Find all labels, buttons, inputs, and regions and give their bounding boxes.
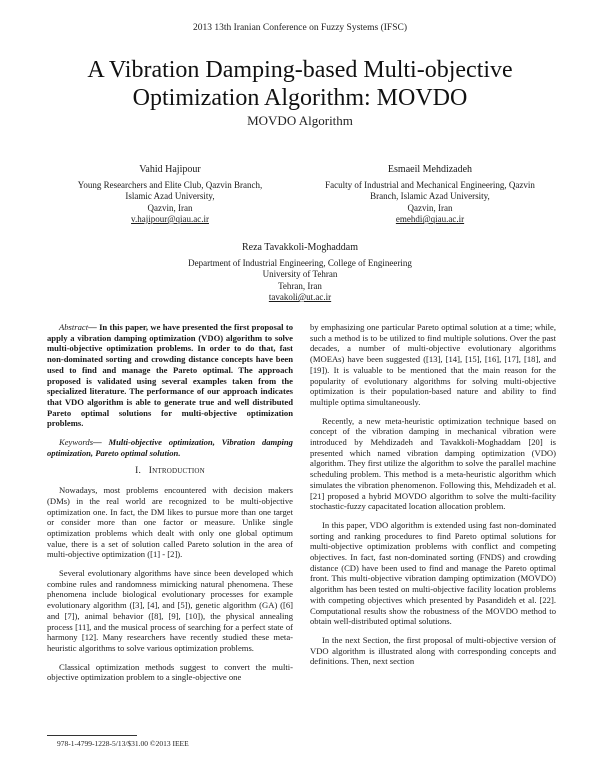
author-affiliation-line: Islamic Azad University, [125, 191, 215, 201]
author-block-1 [40, 164, 300, 226]
left-column [47, 322, 293, 691]
author-email[interactable]: emehdi@qiau.ac.ir [395, 214, 465, 224]
body-paragraph: by emphasizing one particular Pareto optimal solution at a time; while, such a method is to be utilized to find multiple solutions. Over the past decades, a number of multi-objective evolutionary algorithms (MOEAs) have been suggested ([13], [14], [15], [16], [17], [18], and [19]). It is valuable to be mentioned that the main reason for the popularity of evolutionary algorithms for solving multi-objective optimization is their population-based nature and ability to find multiple optima simultaneously. [310, 322, 556, 407]
copyright-notice: 978-1-4799-1228-5/13/$31.00 ©2013 IEEE [57, 739, 189, 748]
keywords-text: Multi-objective optimization, Vibration damping optimization, Pareto optimal solution. [47, 437, 293, 458]
body-paragraph: Recently, a new meta-heuristic optimization technique based on concept of the vibration damping in mechanical vibration were introduced by Mehdizadeh and Tavakkoli-Moghaddam [20] is presented which named vibration damping optimization (VDO) algorithm. They first utilize the algorithm to solve the parallel machine scheduling problem. This method is a meta-heuristic algorithm which simulates the vibration phenomenon. Following this, Mehdizadeh et al. [21] proposed a hybrid MOVDO algorithm to solve the multi-facility stochastic-fuzzy capacitated location allocation problem. [310, 415, 556, 512]
author-block-2 [300, 164, 560, 226]
abstract-text: In this paper, we have presented the first proposal to apply a vibration damping optimization (VDO) algorithm to solve multi-objective optimization problems. In order to do that, fast non-dominated sorting and crowding distance concepts have been used to find and manage the Pareto optimal. The approach proposed is validated using several examples taken from the specialized literature. The performance of our approach indicates that VDO algorithm is able to generate true and well distributed Pareto optimal solutions for multi-objective optimization problems. [47, 322, 293, 429]
author-block-3 [150, 242, 450, 304]
author-email[interactable]: tavakoli@ut.ac.ir [268, 292, 332, 302]
author-name: Vahid Hajipour [139, 164, 201, 175]
section-heading-introduction [47, 466, 293, 477]
author-affiliation-line: Tehran, Iran [278, 280, 322, 291]
abstract [47, 322, 293, 429]
author-affiliation-line: Faculty of Industrial and Mechanical Engineering, Qazvin [325, 179, 535, 190]
author-affiliation-line: Qazvin, Iran [407, 202, 453, 213]
paper-subtitle: MOVDO Algorithm [247, 113, 353, 128]
section-number: I. [135, 466, 142, 477]
paper-title: A Vibration Damping-based Multi-objective Optimization Algorithm: MOVDO [87, 57, 513, 111]
section-title: Introduction [148, 466, 205, 477]
author-name: Esmaeil Mehdizadeh [387, 164, 473, 175]
author-affiliation-line: Branch, Islamic Azad University, [370, 191, 490, 201]
body-paragraph: Nowadays, most problems encountered with decision makers (DMs) in the real world are recognized to be multi-objective optimization one. In fact, the DM likes to pursue more than one target or consider more than one factor or measure. Unlike single optimization problems which dealt with only one global optimum value, there is a set of solution called Pareto solution in the area of multi-objective optimization ([1] - [2]). [47, 485, 293, 560]
author-affiliation-line: Department of Industrial Engineering, College of Engineering [188, 257, 412, 268]
keywords [47, 437, 293, 458]
body-paragraph: In this paper, VDO algorithm is extended using fast non-dominated sorting and ranking procedures to find Pareto optimal solutions for multi-objective optimization problems with conflict and competing objectives. In fact, fast non-dominated sorting (FNDS) and crowding distance (CD) have been used to find and manage the Pareto optimal front. This multi-objective vibration damping optimization (MOVDO) algorithm has been tested on multi-objective facility location problems with competing objectives which presented by Pasandideh et al. [22]. Computational results show the robustness of the MOVDO method to obtain well-distributed optimal solutions. [310, 519, 556, 627]
author-affiliation-line: Qazvin, Iran [147, 202, 193, 213]
author-name: Reza Tavakkoli-Moghaddam [241, 242, 359, 253]
abstract-label: Abstract [59, 322, 89, 332]
author-affiliation-line: Young Researchers and Elite Club, Qazvin Branch, [77, 179, 263, 190]
footnote-divider [47, 735, 137, 736]
body-paragraph: Classical optimization methods suggest to convert the multi-objective optimization problem to a single-objective one [47, 661, 293, 683]
author-email[interactable]: v.hajipour@qiau.ac.ir [131, 214, 209, 224]
conference-header: 2013 13th Iranian Conference on Fuzzy Systems (IFSC) [193, 23, 407, 33]
abstract-separator: — [88, 322, 100, 332]
keywords-separator: — [93, 437, 109, 448]
body-paragraph: In the next Section, the first proposal of multi-objective version of VDO algorithm is illustrated along with corresponding concepts and definitions. Then, next section [310, 634, 556, 667]
body-paragraph: Several evolutionary algorithms have since been developed which combine rules and randomness mimicking natural phenomena. These phenomena include biological evolutionary processes for example evolutionary algorithm ([3], [4], and [5]), genetic algorithm (GA) ([6] and [7]), animal behavior ([8], [9], [10]), the physical annealing process [11], and the musical process of searching for a perfect state of harmony [12]. Many researchers have recently studied these meta-heuristic algorithms to solve various optimization problems. [47, 568, 293, 653]
author-affiliation-line: University of Tehran [262, 269, 338, 279]
keywords-label: Keywords [59, 437, 94, 448]
right-column [310, 322, 556, 675]
